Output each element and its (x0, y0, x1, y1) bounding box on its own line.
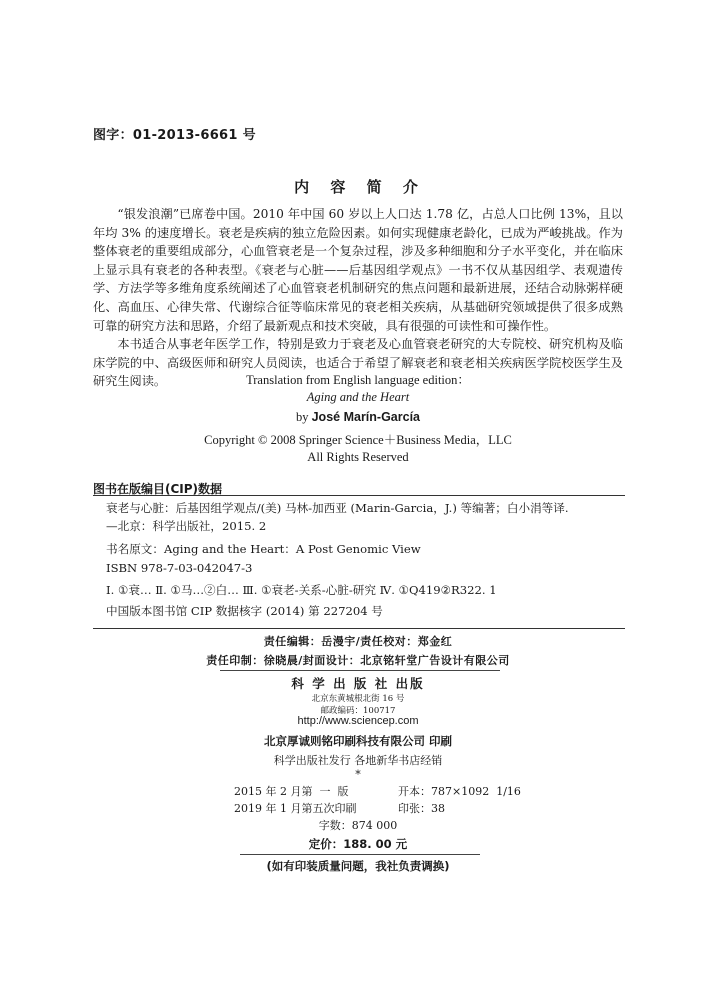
summary-title: 内 容 简 介 (294, 178, 426, 196)
license-number: 图字：01-2013-6661 号 (93, 128, 256, 143)
publisher: 科 学 出 版 社 出版 (291, 676, 425, 691)
translation-note: Translation from English language edition： (246, 373, 470, 387)
cip-line: 书名原文：Aging and the Heart：A Post Genomic View (106, 542, 421, 556)
rights-line: All Rights Reserved (307, 450, 409, 464)
printer: 北京厚诚则铭印刷科技有限公司 印刷 (263, 734, 452, 748)
cip-line: 中国版本图书馆 CIP 数据核字 (2014) 第 227204 号 (106, 604, 383, 618)
divider (220, 670, 500, 671)
summary-paragraph: 本书适合从事老年医学工作，特别是致力于衰老及心血管衰老研究的大专院校、研究机构及临床学院的中、高级医师和研究人员阅读，也适合于希望了解衰老和衰老相关疾病医学院校医学生及研究生阅读。 (93, 337, 623, 389)
cip-line: 衰老与心脏：后基因组学观点/(美) 马林-加西亚 (Marin-Garcia，J.) 等编著；白小涓等译. (106, 501, 569, 515)
by-label: by (295, 410, 309, 424)
first-edition: 2015 年 2 月第 一 版 (234, 785, 349, 798)
quality-note: (如有印装质量问题，我社负责调换) (266, 859, 450, 873)
staff-production: 责任印制：徐晓晨/封面设计：北京铭轩堂广告设计有限公司 (206, 654, 510, 667)
sheets: 印张：38 (398, 802, 445, 815)
price: 定价：188. 00 元 (308, 837, 408, 851)
publisher-address: 北京东黄城根北街 16 号 (311, 694, 405, 704)
separator-star: * (355, 768, 361, 781)
publisher-website: http://www.sciencep.com (297, 715, 419, 727)
author-name: José Marín-García (311, 410, 420, 424)
cip-line: —北京：科学出版社，2015. 2 (106, 519, 267, 533)
cip-line: Ⅰ. ①衰… Ⅱ. ①马…②白… Ⅲ. ①衰老-关系-心脏-研究 Ⅳ. ①Q419②R322. 1 (106, 583, 497, 597)
publisher-postcode: 邮政编码：100717 (320, 706, 396, 716)
word-count: 字数：874 000 (318, 819, 398, 832)
author-line (93, 410, 623, 425)
print-run: 2019 年 1 月第五次印刷 (234, 802, 357, 815)
format: 开本：787×1092 1/16 (398, 785, 521, 798)
copyright-line: Copyright © 2008 Springer Science＋Business Media，LLC (204, 433, 512, 447)
cip-heading: 图书在版编目(CIP)数据 (93, 482, 223, 496)
cip-data-block (93, 495, 625, 629)
summary-text (93, 205, 623, 391)
cip-line: ISBN 978-7-03-042047-3 (106, 561, 253, 575)
divider (240, 854, 480, 855)
original-title: Aging and the Heart (306, 390, 410, 404)
staff-editors: 责任编辑：岳漫宇/责任校对：郑金红 (263, 635, 453, 648)
summary-paragraph: “银发浪潮”已席卷中国。2010 年中国 60 岁以上人口达 1.78 亿，占总人口比例 13%，且以年均 3% 的速度增长。衰老是疾病的独立危险因素。如何实现健康老龄化，已成为严峻挑战。作为整体衰老的重要组成部分，心血管衰老是一个复杂过程，涉及多种细胞和分子水平变化，并在临床上显示具有衰老的各种表型。《衰老与心脏——后基因组学观点》一书不仅从基因组学、表观遗传学、方法学等多维角度系统阐述了心血管衰老机制研究的焦点问题和最新进展，还结合动脉粥样硬化、高血压、心律失常、代谢综合征等临床常见的衰老相关疾病，从基础研究领域提供了很多成熟可靠的研究方法和思路，介绍了最新观点和技术突破，具有很强的可读性和可操作性。 (93, 207, 623, 333)
distributor: 科学出版社发行 各地新华书店经销 (273, 754, 443, 767)
